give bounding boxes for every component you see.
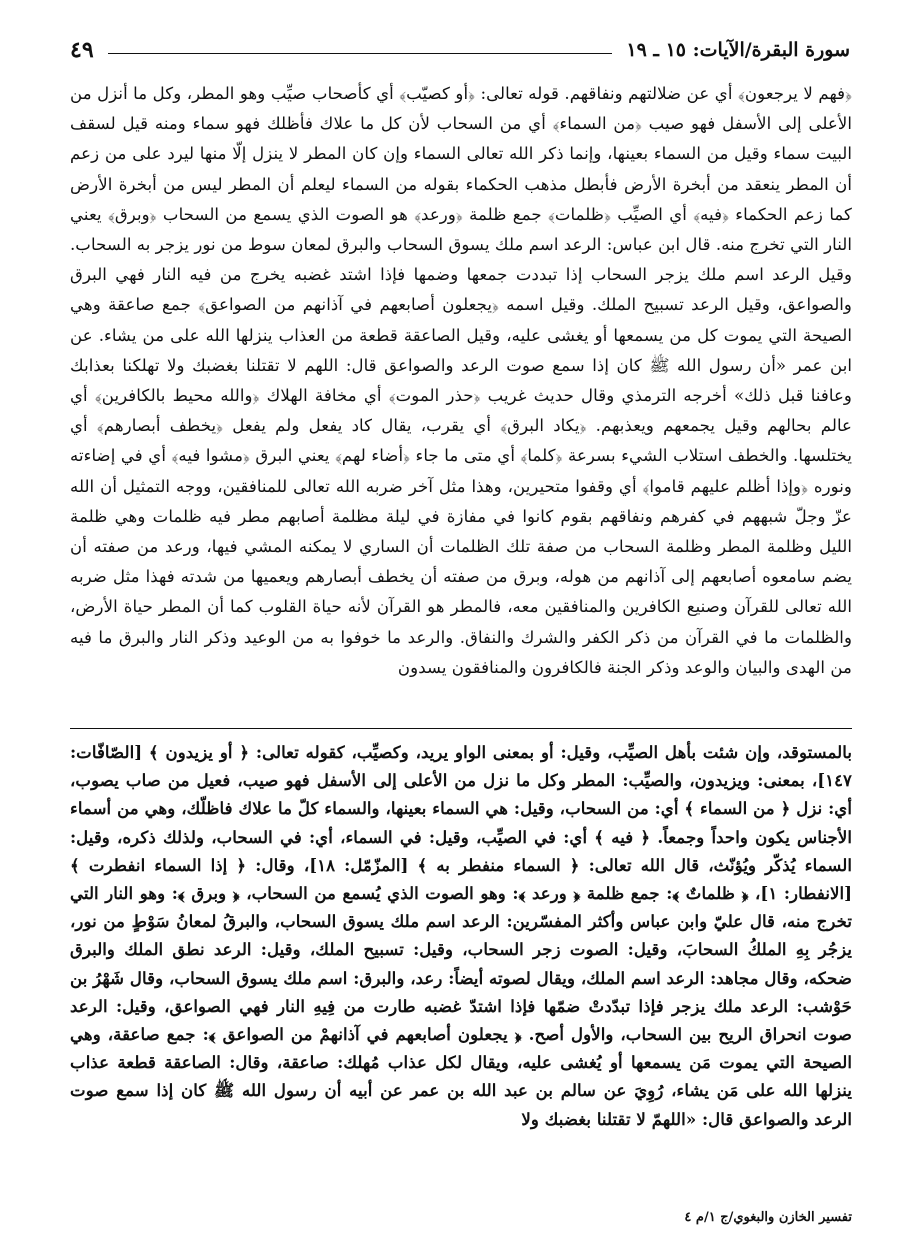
page-header [70, 30, 850, 70]
commentary-khazin: ﴿فهم لا يرجعون﴾ أي عن ضلالتهم ونفاقهم. قوله تعالى: ﴿أو كصيّب﴾ أي كأصحاب صيِّب وهو المطر، وكل ما أنزل من الأعلى إلى الأسفل فهو صيب ﴿من السماء﴾ أي من السحاب لأن كل ما علاك فأظلك فهو سماء ومنه قيل لسقف البيت سماء وقيل من السماء بعينها، وإنما ذكر الله تعالى السماء وإن كان المطر لا ينزل إلّا منها ليرد على من زعم أن المطر ينعقد من أبخرة الأرض فأبطل مذهب الحكماء بقوله من السماء ليعلم أن المطر ليس من أبخرة الأرض كما زعم الحكماء ﴿فيه﴾ أي الصيِّب ﴿ظلمات﴾ جمع ظلمة ﴿ورعد﴾ هو الصوت الذي يسمع من السحاب ﴿وبرق﴾ يعني النار التي تخرج منه. قال ابن عباس: الرعد اسم ملك يسوق السحاب والبرق لمعان سوط من نور يزجر به السحاب. وقيل الرعد اسم ملك يزجر السحاب إذا تبددت جمعها وضمها فإذا اشتد غضبه يخرج من فيه النار فهي البرق والصواعق، وقيل الرعد تسبيح الملك. وقيل اسمه ﴿يجعلون أصابعهم في آذانهم من الصواعق﴾ جمع صاعقة وهي الصيحة التي يموت كل من يسمعها أو يغشى عليه، وقيل الصاعقة قطعة من العذاب ينزلها الله على من يشاء. عن ابن عمر «أن رسول الله ﷺ كان إذا سمع صوت الرعد والصواعق قال: اللهم لا تقتلنا بغضبك ولا تهلكنا بعذابك وعافنا قبل ذلك» أخرجه الترمذي وقال حديث غريب ﴿حذر الموت﴾ أي مخافة الهلاك ﴿والله محيط بالكافرين﴾ أي عالم بحالهم وقيل يجمعهم ويعذبهم. ﴿يكاد البرق﴾ أي يقرب، يقال كاد يفعل ولم يفعل ﴿يخطف أبصارهم﴾ أي يختلسها. والخطف استلاب الشيء بسرعة ﴿كلما﴾ أي متى ما جاء ﴿أضاء لهم﴾ يعني البرق ﴿مشوا فيه﴾ أي في إضاءته ونوره ﴿وإذا أظلم عليهم قاموا﴾ أي وقفوا متحيرين، وهذا مثل آخر ضربه الله تعالى للمنافقين، ووجه التمثيل أن الله عزّ وجلّ شبههم في كفرهم ونفاقهم بقوم كانوا في مفازة في ليلة مظلمة أصابهم مطر فيه ظلمات وهي ظلمة الليل وظلمة المطر وظلمة السحاب من صفة تلك الظلمات أن الساري لا يمكنه المشي فيها، ورعد من صفته أن يضم سامعوه أصابعهم إلى آذانهم من هوله، وبرق من صفته أن يخطف أبصارهم ويعميها من شدته فهذا مثل ضربه الله تعالى للقرآن وصنيع الكافرين والمنافقين معه، فالمطر هو القرآن لأنه حياة القلوب كما أن المطر حياة الأرض، والظلمات ما في القرآن من ذكر الكفر والشرك والنفاق. والرعد ما خوفوا به من الوعيد وذكر النار والبرق ما فيه من الهدى والبيان والوعد وذكر الجنة فالكافرون والمنافقون يسدون [70, 83, 852, 677]
section-divider [70, 728, 852, 729]
book-footer: تفسير الخازن والبغوي/ج ١/م ٤ [684, 1210, 852, 1225]
commentary-baghawi: بالمستوقد، وإن شئت بأهل الصيِّب، وقيل: أو بمعنى الواو يريد، وكصيِّب، كقوله تعالى: ﴿ أو يزيدون ﴾ [الصّافّات: ١٤٧]، بمعنى: ويزيدون، والصيِّب: المطر وكل ما نزل من الأعلى إلى الأسفل فهو صيب، فعيل من صاب يصوب، أي: نزل ﴿ من السماء ﴾ أي: من السحاب، وقيل: هي السماء بعينها، والسماء كلّ ما علاك فاظلّك، وهي من أسماء الأجناس يكون واحداً وجمعاً. ﴿ فيه ﴾ أي: في الصيِّب، وقيل: في السماء، أي: في السحاب، ولذلك ذكره، وقيل: السماء يُذكّر ويُؤنّث، قال الله تعالى: ﴿ السماء منفطر به ﴾ [المزّمّل: ١٨]، وقال: ﴿ إذا السماء انفطرت ﴾ [الانفطار: ١]، ﴿ ظلماتٌ ﴾: جمع ظلمة ﴿ ورعد ﴾: وهو الصوت الذي يُسمع من السحاب، ﴿ وبرق ﴾: وهو النار التي تخرج منه، قال عليّ وابن عباس وأكثر المفسّرين: الرعد اسم ملك يسوق السحاب، والبرقُ لمعانُ سَوْطٍ من نور، يزجُر بِهِ الملكُ السحابَ، وقيل: الصوت زجر السحاب، وقيل: تسبيح الملك، وقيل: الرعد نطق الملك والبرق ضحكه، وقال مجاهد: الرعد اسم الملك، ويقال لصوته أيضاً: رعد، والبرق: اسم ملك يسوق السحاب، وقال شَهْرُ بن حَوْشب: الرعد ملك يزجر فإذا تبدّدتْ ضمّها فإذا اشتدّ غضبه طارت من فِيهِ النار فهي الصواعق، وقيل: الرعد صوت انحراق الريح بين السحاب، والأول أصح. ﴿ يجعلون أصابعهم في آذانهمْ من الصواعق ﴾: جمع صاعقة، وهي الصيحة التي يموت مَن يسمعها أو يُغشى عليه، ويقال لكل عذاب مُهلك: صاعقة، وقال: الصاعقة قطعة عذاب ينزلها الله على مَن يشاء، رُوِيَ عن سالم بن عبد الله بن عمر عن أبيه أن رسول الله ﷺ كان إذا سمع صوت الرعد والصواعق قال: «اللهمّ لا تقتلنا بغضبك ولا [70, 742, 852, 1129]
header-rule [108, 53, 613, 54]
page-number: ٤٩ [70, 37, 94, 63]
running-title: سورة البقرة/الآيات: ١٥ ـ ١٩ [626, 39, 850, 61]
